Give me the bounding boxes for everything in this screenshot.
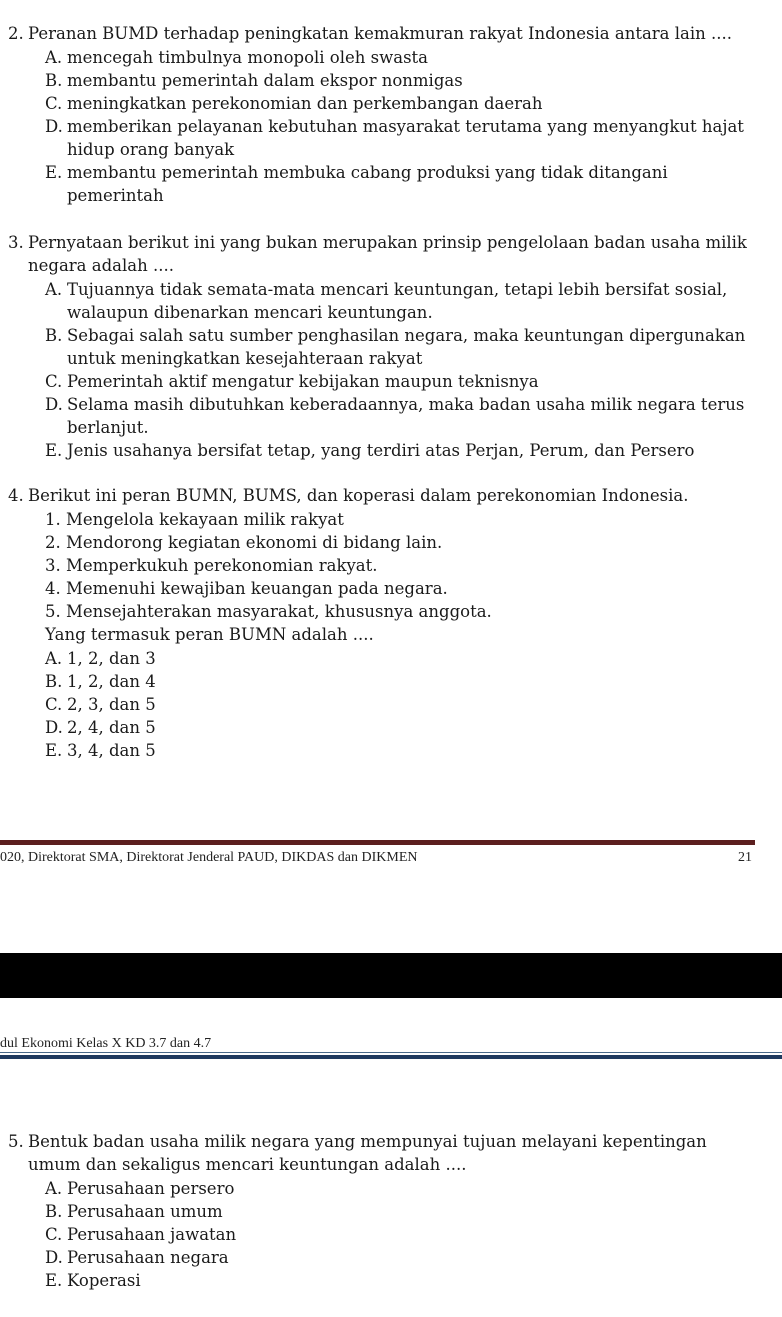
option-b[interactable]: B. membantu pemerintah dalam ekspor nonmigas [45, 71, 463, 90]
option-d[interactable]: D. memberikan pelayanan kebutuhan masyarakat terutama yang menyangkut hajat hidup orang banyak [45, 117, 744, 159]
question-number: 2. [8, 24, 24, 43]
question-2 [0, 22, 782, 207]
statement-item: 1. Mengelola kekayaan milik rakyat [45, 510, 344, 529]
statement-item: 5. Mensejahterakan masyarakat, khususnya anggota. [45, 602, 492, 621]
option-c[interactable]: C. Pemerintah aktif mengatur kebijakan maupun teknisnya [45, 372, 539, 391]
option-b[interactable]: B. Perusahaan umum [45, 1202, 223, 1221]
page-separator [0, 953, 782, 998]
question-text: Pernyataan berikut ini yang bukan merupakan prinsip pengelolaan badan usaha milik negara adalah .... [28, 233, 747, 275]
footer-divider [0, 840, 755, 845]
question-text: Berikut ini peran BUMN, BUMS, dan koperasi dalam perekonomian Indonesia. [28, 486, 689, 505]
option-e[interactable]: E. Koperasi [45, 1271, 141, 1290]
question-prompt: Yang termasuk peran BUMN adalah .... [45, 625, 374, 644]
question-4 [0, 484, 782, 762]
statements-list [0, 508, 782, 646]
option-d[interactable]: D. Perusahaan negara [45, 1248, 229, 1267]
page-number: 21 [738, 850, 752, 865]
option-e[interactable]: E. Jenis usahanya bersifat tetap, yang terdiri atas Perjan, Perum, dan Persero [45, 441, 695, 460]
option-c[interactable]: C. meningkatkan perekonomian dan perkembangan daerah [45, 94, 543, 113]
options-list [0, 1177, 782, 1292]
question-number: 5. [8, 1132, 24, 1151]
header-rule-thick [0, 1055, 782, 1059]
option-c[interactable]: C. Perusahaan jawatan [45, 1225, 237, 1244]
statement-item: 3. Memperkukuh perekonomian rakyat. [45, 556, 378, 575]
question-3 [0, 231, 782, 462]
footer-copyright: 020, Direktorat SMA, Direktorat Jenderal PAUD, DIKDAS dan DIKMEN [0, 850, 418, 865]
option-e[interactable]: E. 3, 4, dan 5 [45, 741, 156, 760]
option-a[interactable]: A. Tujuannya tidak semata-mata mencari keuntungan, tetapi lebih bersifat sosial, walaupun dibenarkan mencari keuntungan. [45, 280, 728, 322]
option-b[interactable]: B. 1, 2, dan 4 [45, 672, 156, 691]
option-a[interactable]: A. Perusahaan persero [45, 1179, 235, 1198]
option-b[interactable]: B. Sebagai salah satu sumber penghasilan negara, maka keuntungan dipergunakan untuk meningkatkan kesejahteraan rakyat [45, 326, 746, 368]
option-e[interactable]: E. membantu pemerintah membuka cabang produksi yang tidak ditangani pemerintah [45, 163, 668, 205]
option-d[interactable]: D. Selama masih dibutuhkan keberadaannya, maka badan usaha milik negara terus berlanjut. [45, 395, 745, 437]
question-number: 4. [8, 486, 24, 505]
question-number: 3. [8, 233, 24, 252]
option-c[interactable]: C. 2, 3, dan 5 [45, 695, 156, 714]
statement-item: 2. Mendorong kegiatan ekonomi di bidang lain. [45, 533, 443, 552]
options-list [0, 647, 782, 762]
question-5 [0, 1130, 782, 1292]
options-list [0, 278, 782, 462]
question-text: Bentuk badan usaha milik negara yang mempunyai tujuan melayani kepentingan umum dan sekaligus mencari keuntungan adalah .... [28, 1132, 707, 1174]
option-d[interactable]: D. 2, 4, dan 5 [45, 718, 156, 737]
module-header: dul Ekonomi Kelas X KD 3.7 dan 4.7 [0, 1036, 212, 1051]
options-list [0, 46, 782, 207]
question-text: Peranan BUMD terhadap peningkatan kemakmuran rakyat Indonesia antara lain .... [28, 24, 733, 43]
statement-item: 4. Memenuhi kewajiban keuangan pada negara. [45, 579, 448, 598]
option-a[interactable]: A. mencegah timbulnya monopoli oleh swasta [45, 48, 429, 67]
option-a[interactable]: A. 1, 2, dan 3 [45, 649, 156, 668]
header-rule-thin [0, 1052, 782, 1053]
